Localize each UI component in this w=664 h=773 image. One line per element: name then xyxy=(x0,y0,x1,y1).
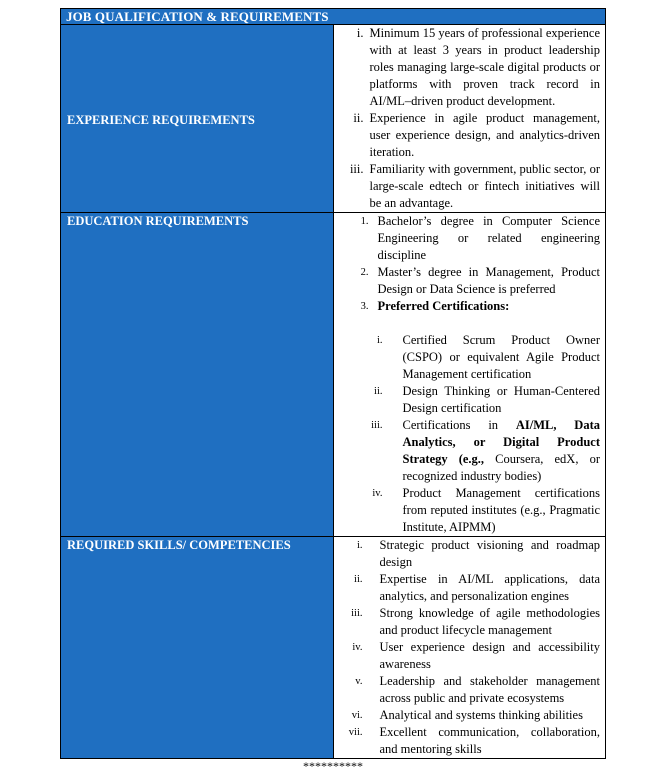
list-item: iii. Familiarity with government, public sector, or large-scale edtech or fintech initiatives will be an advantage. xyxy=(349,162,600,210)
skills-content xyxy=(333,537,606,759)
requirements-table xyxy=(60,8,606,759)
experience-content xyxy=(333,25,606,213)
education-label: EDUCATION REQUIREMENTS xyxy=(61,213,334,537)
list-item: ii. Experience in agile product management, user experience design, and analytics-driven iteration. xyxy=(353,111,600,159)
list-item: iii. Strong knowledge of agile methodologies and product lifecycle management xyxy=(351,606,600,637)
list-item: iv. Product Management certifications from reputed institutes (e.g., Pragmatic Institute, AIPMM) xyxy=(372,486,600,534)
skills-label: REQUIRED SKILLS/ COMPETENCIES xyxy=(61,537,334,759)
experience-row xyxy=(61,25,606,213)
list-item: i. Strategic product visioning and roadmap design xyxy=(356,538,600,569)
list-item: v. Leadership and stakeholder management across public and private ecosystems xyxy=(355,674,600,705)
list-item: ii. Design Thinking or Human-Centered Design certification xyxy=(374,384,600,415)
experience-label: EXPERIENCE REQUIREMENTS xyxy=(61,25,334,213)
document xyxy=(60,8,606,773)
table-header: JOB QUALIFICATION & REQUIREMENTS xyxy=(61,9,606,25)
list-item: i. Certified Scrum Product Owner (CSPO) or equivalent Agile Product Management certification xyxy=(376,333,600,381)
list-item: 2. Master’s degree in Management, Product Design or Data Science is preferred xyxy=(360,265,600,296)
experience-list xyxy=(334,25,601,212)
list-item: iii. Certifications in AI/ML, Data Analytics, or Digital Product Strategy (e.g., Coursera, edX, or recognized industry bodies) xyxy=(371,418,600,483)
certification-list xyxy=(334,332,601,536)
list-item: 3. Preferred Certifications: xyxy=(360,299,510,313)
skills-row xyxy=(61,537,606,759)
list-item: iv. User experience design and accessibility awareness xyxy=(352,640,600,671)
end-marker: ********** xyxy=(303,759,363,773)
list-item: ii. Expertise in AI/ML applications, data analytics, and personalization engines xyxy=(354,572,600,603)
education-list xyxy=(334,213,601,315)
list-item: vi. Analytical and systems thinking abilities xyxy=(351,708,583,722)
education-content xyxy=(333,213,606,537)
list-item: i. Minimum 15 years of professional experience with at least 3 years in product leadership roles managing large-scale digital products or platforms with proven track record in AI/ML–driven product development. xyxy=(356,26,600,108)
list-item: 1. Bachelor’s degree in Computer Science Engineering or related engineering discipline xyxy=(360,214,600,262)
list-item: vii. Excellent communication, collaboration, and mentoring skills xyxy=(348,725,600,756)
education-row xyxy=(61,213,606,537)
skills-list xyxy=(334,537,601,758)
